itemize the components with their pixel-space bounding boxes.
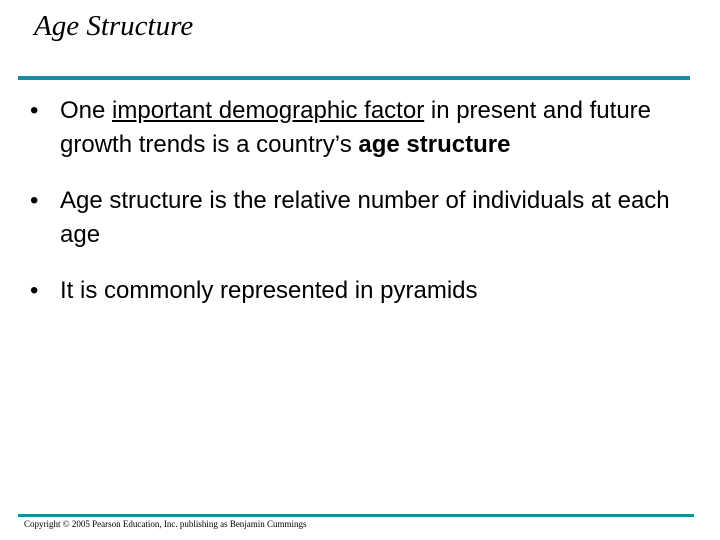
bold-term: age structure — [358, 131, 511, 158]
bullet-text: It is commonly represented in pyramids — [60, 277, 478, 304]
underlined-term: important demographic factor — [112, 97, 425, 124]
slide-title: Age Structure — [34, 10, 194, 42]
bullet-item — [30, 274, 690, 308]
bullet-item — [30, 94, 690, 162]
bullet-text-part: in present and future growth trends is a country’s — [60, 97, 652, 158]
title-divider — [18, 76, 690, 80]
bullet-dot: • — [30, 277, 39, 304]
bullet-text: Age structure is the relative number of individuals at each age — [60, 187, 670, 248]
bullet-dot: • — [30, 187, 39, 214]
footer-divider — [18, 514, 694, 517]
bullet-text-part: One — [60, 97, 113, 124]
bullet-text — [60, 94, 690, 162]
bullet-dot: • — [30, 97, 39, 124]
copyright-notice: Copyright © 2005 Pearson Education, Inc. publishing as Benjamin Cummings — [24, 519, 307, 529]
bullet-item — [30, 184, 690, 252]
